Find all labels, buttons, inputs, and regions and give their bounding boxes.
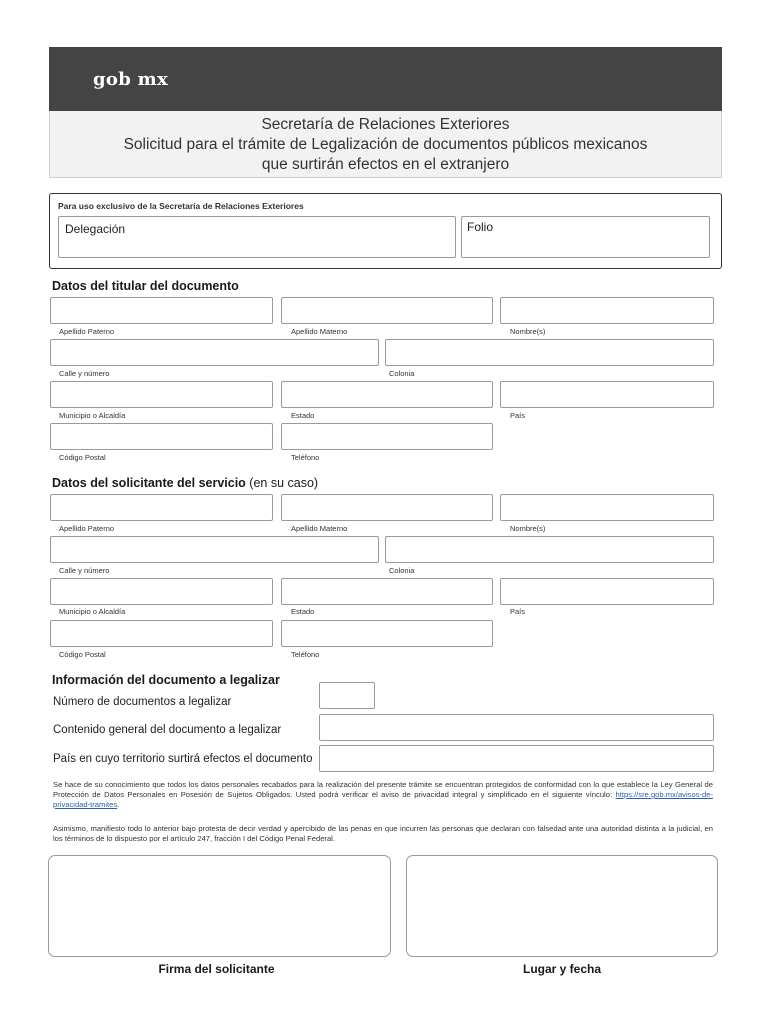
solicitante-estado-label: Estado: [291, 607, 315, 616]
documento-section-title: Información del documento a legalizar: [52, 673, 280, 687]
titular-pais-label: País: [510, 411, 526, 420]
titular-municipio-input[interactable]: [50, 381, 273, 408]
title-line-3: que surtirán efectos en el extranjero: [261, 156, 510, 173]
titular-nombres-label: Nombre(s): [510, 327, 546, 336]
solicitante-apellido-materno-input[interactable]: [281, 494, 493, 521]
solicitante-estado-input[interactable]: [281, 578, 493, 605]
titular-telefono-label: Teléfono: [291, 453, 320, 462]
gob-mx-logo: gob mx: [93, 69, 169, 90]
privacy-notice: [53, 780, 713, 810]
solicitante-section-title: [52, 476, 318, 490]
privacy-link[interactable]: https://sre.gob.mx/avisos-de-privacidad-tramites: [53, 790, 713, 809]
protest-notice: Asimismo, manifiesto todo lo anterior bajo protesta de decir verdad y apercibido de las penas en que incurren las personas que declaran con falsedad ante una autoridad distinta a la judicial, en los términos de lo dispuesto por el artículo 247, fracción I del Código Penal Federal.: [53, 824, 713, 843]
header-bar: [49, 47, 722, 111]
solicitante-nombres-label: Nombre(s): [510, 524, 546, 533]
titular-codigo-postal-input[interactable]: [50, 423, 273, 450]
solicitante-municipio-label: Municipio o Alcaldía: [59, 607, 126, 616]
solicitante-calle-label: Calle y número: [59, 566, 110, 575]
titular-telefono-input[interactable]: [281, 423, 493, 450]
solicitante-apellido-materno-label: Apellido Materno: [291, 524, 348, 533]
solicitante-nombres-input[interactable]: [500, 494, 714, 521]
titular-municipio-label: Municipio o Alcaldía: [59, 411, 126, 420]
titular-colonia-input[interactable]: [385, 339, 714, 366]
pais-efectos-input[interactable]: [319, 745, 714, 772]
solicitante-pais-input[interactable]: [500, 578, 714, 605]
contenido-documento-input[interactable]: [319, 714, 714, 741]
solicitante-title-suffix: (en su caso): [245, 476, 319, 490]
solicitante-title-text: Datos del solicitante del servicio: [52, 476, 246, 490]
folio-label: Folio: [467, 220, 494, 234]
solicitante-codigo-postal-label: Código Postal: [59, 650, 106, 659]
titular-estado-label: Estado: [291, 411, 315, 420]
solicitante-colonia-label: Colonia: [389, 566, 415, 575]
titular-apellido-paterno-label: Apellido Paterno: [59, 327, 115, 336]
solicitante-pais-label: País: [510, 607, 526, 616]
sre-use-box: [49, 193, 722, 269]
titular-apellido-materno-label: Apellido Materno: [291, 327, 348, 336]
titular-colonia-label: Colonia: [389, 369, 415, 378]
titular-estado-input[interactable]: [281, 381, 493, 408]
numero-documentos-label: Número de documentos a legalizar: [53, 696, 232, 708]
titular-section-title: Datos del titular del documento: [52, 279, 239, 293]
solicitante-apellido-paterno-label: Apellido Paterno: [59, 524, 115, 533]
titular-apellido-paterno-input[interactable]: [50, 297, 273, 324]
lugar-fecha-box[interactable]: [406, 855, 718, 957]
titular-pais-input[interactable]: [500, 381, 714, 408]
title-line-1: Secretaría de Relaciones Exteriores: [261, 116, 510, 133]
sre-use-label: Para uso exclusivo de la Secretaría de Relaciones Exteriores: [58, 201, 304, 211]
delegacion-field[interactable]: [58, 216, 456, 258]
title-line-2: Solicitud para el trámite de Legalización de documentos públicos mexicanos: [123, 136, 648, 153]
solicitante-telefono-input[interactable]: [281, 620, 493, 647]
titular-calle-label: Calle y número: [59, 369, 110, 378]
solicitante-colonia-input[interactable]: [385, 536, 714, 563]
pais-efectos-label: País en cuyo territorio surtirá efectos el documento: [53, 753, 313, 765]
solicitante-codigo-postal-input[interactable]: [50, 620, 273, 647]
firma-label: Firma del solicitante: [158, 962, 275, 976]
solicitante-telefono-label: Teléfono: [291, 650, 320, 659]
solicitante-municipio-input[interactable]: [50, 578, 273, 605]
folio-field[interactable]: [461, 216, 710, 258]
numero-documentos-input[interactable]: [319, 682, 375, 709]
titular-apellido-materno-input[interactable]: [281, 297, 493, 324]
solicitante-calle-input[interactable]: [50, 536, 379, 563]
lugar-fecha-label: Lugar y fecha: [522, 962, 602, 976]
privacy-notice-text: Se hace de su conocimiento que todos los datos personales recabados para la realización del presente trámite se encuentran protegidos de conformidad con lo que establece la Ley General de Protección de Datos Personales en Posesión de Sujetos Obligados. Usted podrá verificar el aviso de privacidad integral y simplificado en el siguiente vínculo:: [53, 780, 713, 799]
solicitante-apellido-paterno-input[interactable]: [50, 494, 273, 521]
titular-nombres-input[interactable]: [500, 297, 714, 324]
contenido-documento-label: Contenido general del documento a legalizar: [53, 724, 282, 736]
firma-box[interactable]: [48, 855, 391, 957]
titular-calle-input[interactable]: [50, 339, 379, 366]
privacy-notice-end: .: [117, 800, 120, 809]
titular-codigo-postal-label: Código Postal: [59, 453, 106, 462]
delegacion-label: Delegación: [65, 222, 126, 236]
form-title: [49, 111, 722, 178]
